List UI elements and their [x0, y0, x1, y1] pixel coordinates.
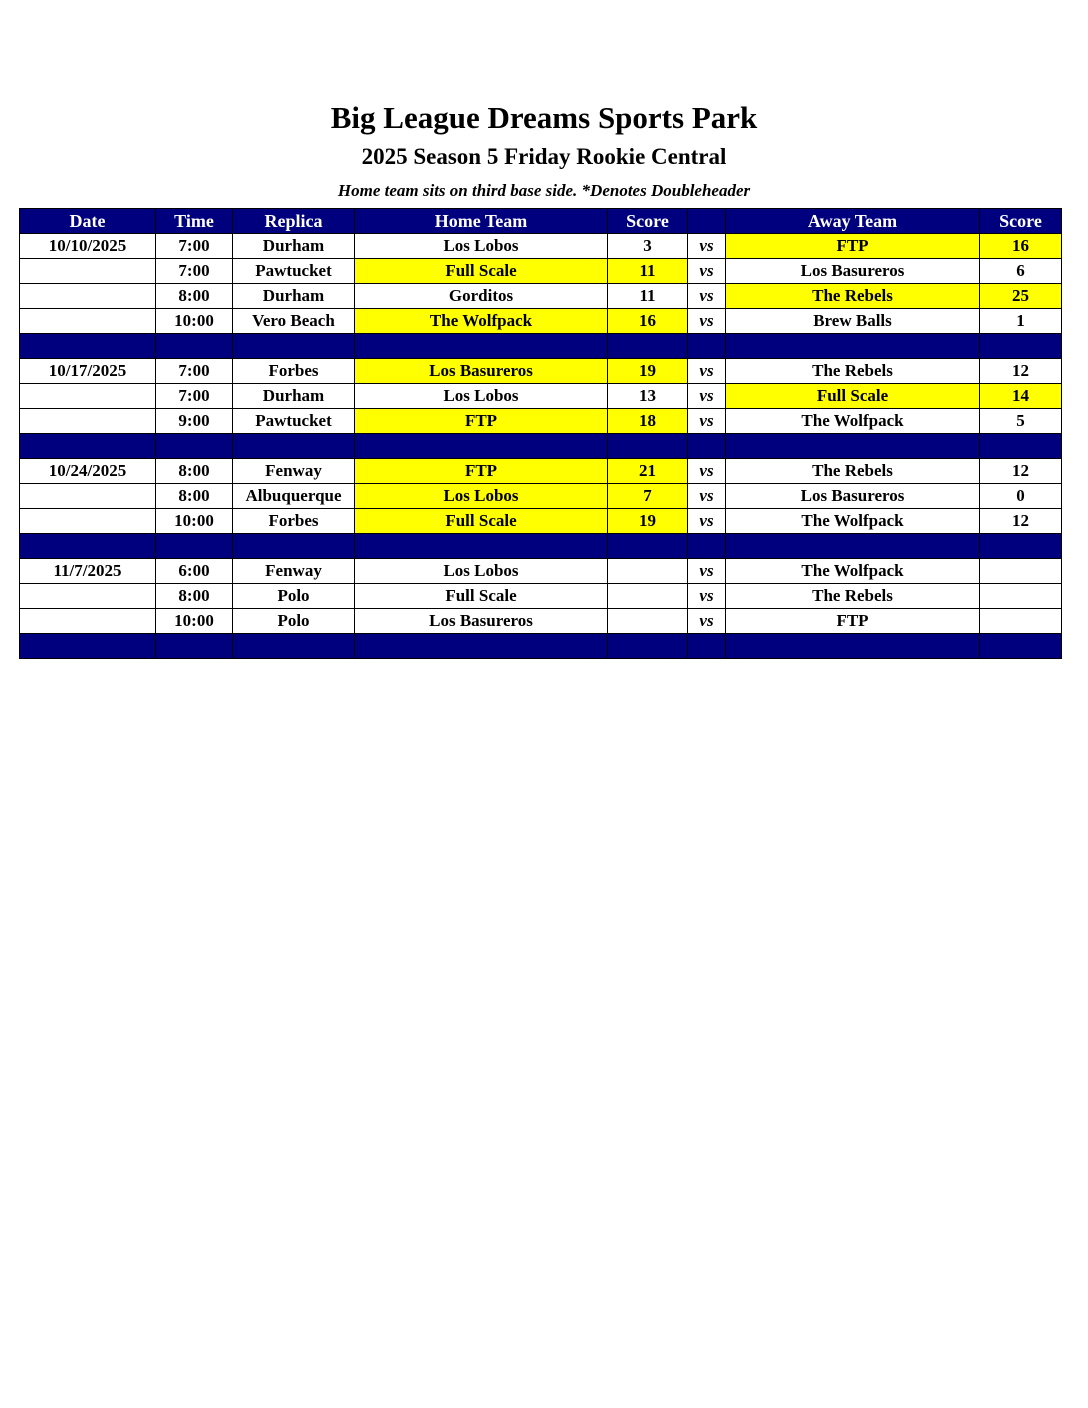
- home-team-cell: FTP: [355, 409, 608, 434]
- away-score-cell: 16: [980, 234, 1062, 259]
- time-cell: 7:00: [156, 234, 233, 259]
- game-row: [20, 234, 1062, 259]
- home-score-cell: 18: [608, 409, 688, 434]
- separator-cell: [608, 634, 688, 659]
- page-subtitle: 2025 Season 5 Friday Rookie Central: [361, 144, 727, 169]
- replica-cell: Durham: [233, 234, 355, 259]
- away-score-cell: 12: [980, 509, 1062, 534]
- column-header-home-team: Home Team: [355, 209, 608, 234]
- separator-cell: [156, 434, 233, 459]
- away-score-cell: 12: [980, 359, 1062, 384]
- replica-cell: Albuquerque: [233, 484, 355, 509]
- away-team-cell: The Wolfpack: [726, 559, 980, 584]
- home-score-cell: [608, 609, 688, 634]
- home-score-cell: [608, 559, 688, 584]
- date-cell: [20, 384, 156, 409]
- game-row: [20, 609, 1062, 634]
- separator-cell: [156, 334, 233, 359]
- home-score-cell: [608, 584, 688, 609]
- separator-cell: [726, 534, 980, 559]
- time-cell: 9:00: [156, 409, 233, 434]
- away-score-cell: 0: [980, 484, 1062, 509]
- time-cell: 7:00: [156, 259, 233, 284]
- away-team-cell: Los Basureros: [726, 259, 980, 284]
- home-team-cell: Full Scale: [355, 509, 608, 534]
- away-score-cell: 12: [980, 459, 1062, 484]
- away-team-cell: Los Basureros: [726, 484, 980, 509]
- separator-cell: [688, 634, 726, 659]
- vs-cell: vs: [688, 309, 726, 334]
- date-cell: [20, 584, 156, 609]
- column-header-date: Date: [20, 209, 156, 234]
- home-score-cell: 11: [608, 259, 688, 284]
- home-team-cell: Los Basureros: [355, 609, 608, 634]
- away-score-cell: 5: [980, 409, 1062, 434]
- separator-cell: [688, 534, 726, 559]
- separator-cell: [20, 534, 156, 559]
- time-cell: 8:00: [156, 584, 233, 609]
- separator-cell: [355, 634, 608, 659]
- home-score-cell: 19: [608, 509, 688, 534]
- home-score-cell: 7: [608, 484, 688, 509]
- replica-cell: Fenway: [233, 559, 355, 584]
- away-team-cell: The Rebels: [726, 459, 980, 484]
- date-cell: 10/17/2025: [20, 359, 156, 384]
- separator-cell: [233, 534, 355, 559]
- home-team-cell: Full Scale: [355, 584, 608, 609]
- separator-cell: [980, 334, 1062, 359]
- separator-cell: [726, 434, 980, 459]
- away-score-cell: 14: [980, 384, 1062, 409]
- home-team-cell: Los Lobos: [355, 234, 608, 259]
- game-row: [20, 459, 1062, 484]
- separator-cell: [355, 534, 608, 559]
- column-header-away-team: Away Team: [726, 209, 980, 234]
- time-cell: 8:00: [156, 484, 233, 509]
- separator-cell: [726, 634, 980, 659]
- vs-cell: vs: [688, 359, 726, 384]
- away-score-cell: [980, 584, 1062, 609]
- vs-cell: vs: [688, 384, 726, 409]
- vs-cell: vs: [688, 509, 726, 534]
- separator-cell: [20, 634, 156, 659]
- column-header-time: Time: [156, 209, 233, 234]
- game-row: [20, 409, 1062, 434]
- away-team-cell: The Rebels: [726, 584, 980, 609]
- away-team-cell: The Rebels: [726, 284, 980, 309]
- separator-cell: [608, 434, 688, 459]
- time-cell: 10:00: [156, 509, 233, 534]
- away-team-cell: The Rebels: [726, 359, 980, 384]
- away-team-cell: The Wolfpack: [726, 409, 980, 434]
- schedule-note: Home team sits on third base side. *Denotes Doubleheader: [337, 181, 751, 200]
- vs-cell: vs: [688, 234, 726, 259]
- game-row: [20, 559, 1062, 584]
- replica-cell: Pawtucket: [233, 409, 355, 434]
- separator-cell: [20, 434, 156, 459]
- away-score-cell: 1: [980, 309, 1062, 334]
- column-header-replica: Replica: [233, 209, 355, 234]
- schedule-body: [20, 234, 1062, 659]
- game-row: [20, 509, 1062, 534]
- home-score-cell: 11: [608, 284, 688, 309]
- away-team-cell: Full Scale: [726, 384, 980, 409]
- home-team-cell: FTP: [355, 459, 608, 484]
- replica-cell: Polo: [233, 584, 355, 609]
- separator-cell: [355, 334, 608, 359]
- date-cell: [20, 284, 156, 309]
- vs-cell: vs: [688, 259, 726, 284]
- replica-cell: Forbes: [233, 359, 355, 384]
- game-row: [20, 484, 1062, 509]
- home-team-cell: The Wolfpack: [355, 309, 608, 334]
- home-team-cell: Los Lobos: [355, 559, 608, 584]
- replica-cell: Pawtucket: [233, 259, 355, 284]
- away-team-cell: Brew Balls: [726, 309, 980, 334]
- date-cell: [20, 259, 156, 284]
- vs-cell: vs: [688, 459, 726, 484]
- separator-cell: [233, 334, 355, 359]
- game-row: [20, 359, 1062, 384]
- date-cell: 10/24/2025: [20, 459, 156, 484]
- replica-cell: Durham: [233, 384, 355, 409]
- separator-cell: [156, 634, 233, 659]
- date-cell: [20, 509, 156, 534]
- time-cell: 7:00: [156, 359, 233, 384]
- week-separator-row: [20, 434, 1062, 459]
- replica-cell: Vero Beach: [233, 309, 355, 334]
- home-team-cell: Los Lobos: [355, 384, 608, 409]
- week-separator-row: [20, 334, 1062, 359]
- column-header-home-score: Score: [608, 209, 688, 234]
- separator-cell: [608, 334, 688, 359]
- column-header-away-score: Score: [980, 209, 1062, 234]
- column-header-vs: [688, 209, 726, 234]
- home-team-cell: Los Lobos: [355, 484, 608, 509]
- week-separator-row: [20, 634, 1062, 659]
- time-cell: 10:00: [156, 609, 233, 634]
- replica-cell: Forbes: [233, 509, 355, 534]
- game-row: [20, 284, 1062, 309]
- away-score-cell: [980, 559, 1062, 584]
- game-row: [20, 309, 1062, 334]
- date-cell: [20, 309, 156, 334]
- table-header-row: [20, 209, 1062, 234]
- separator-cell: [980, 534, 1062, 559]
- vs-cell: vs: [688, 609, 726, 634]
- vs-cell: vs: [688, 484, 726, 509]
- separator-cell: [608, 534, 688, 559]
- date-cell: [20, 609, 156, 634]
- away-score-cell: [980, 609, 1062, 634]
- replica-cell: Fenway: [233, 459, 355, 484]
- vs-cell: vs: [688, 284, 726, 309]
- vs-cell: vs: [688, 584, 726, 609]
- separator-cell: [355, 434, 608, 459]
- home-score-cell: 13: [608, 384, 688, 409]
- home-score-cell: 16: [608, 309, 688, 334]
- away-score-cell: 6: [980, 259, 1062, 284]
- game-row: [20, 259, 1062, 284]
- page-title: Big League Dreams Sports Park: [330, 100, 758, 135]
- time-cell: 8:00: [156, 284, 233, 309]
- replica-cell: Polo: [233, 609, 355, 634]
- game-row: [20, 384, 1062, 409]
- separator-cell: [233, 434, 355, 459]
- date-cell: [20, 484, 156, 509]
- date-cell: [20, 409, 156, 434]
- date-cell: 10/10/2025: [20, 234, 156, 259]
- time-cell: 10:00: [156, 309, 233, 334]
- time-cell: 8:00: [156, 459, 233, 484]
- home-team-cell: Gorditos: [355, 284, 608, 309]
- away-team-cell: FTP: [726, 609, 980, 634]
- schedule-table: [19, 208, 1062, 659]
- separator-cell: [233, 634, 355, 659]
- date-cell: 11/7/2025: [20, 559, 156, 584]
- week-separator-row: [20, 534, 1062, 559]
- separator-cell: [688, 334, 726, 359]
- away-team-cell: The Wolfpack: [726, 509, 980, 534]
- time-cell: 7:00: [156, 384, 233, 409]
- home-score-cell: 21: [608, 459, 688, 484]
- game-row: [20, 584, 1062, 609]
- home-score-cell: 3: [608, 234, 688, 259]
- home-team-cell: Los Basureros: [355, 359, 608, 384]
- separator-cell: [980, 634, 1062, 659]
- home-team-cell: Full Scale: [355, 259, 608, 284]
- separator-cell: [156, 534, 233, 559]
- separator-cell: [20, 334, 156, 359]
- home-score-cell: 19: [608, 359, 688, 384]
- away-score-cell: 25: [980, 284, 1062, 309]
- separator-cell: [980, 434, 1062, 459]
- time-cell: 6:00: [156, 559, 233, 584]
- vs-cell: vs: [688, 409, 726, 434]
- vs-cell: vs: [688, 559, 726, 584]
- replica-cell: Durham: [233, 284, 355, 309]
- separator-cell: [726, 334, 980, 359]
- away-team-cell: FTP: [726, 234, 980, 259]
- separator-cell: [688, 434, 726, 459]
